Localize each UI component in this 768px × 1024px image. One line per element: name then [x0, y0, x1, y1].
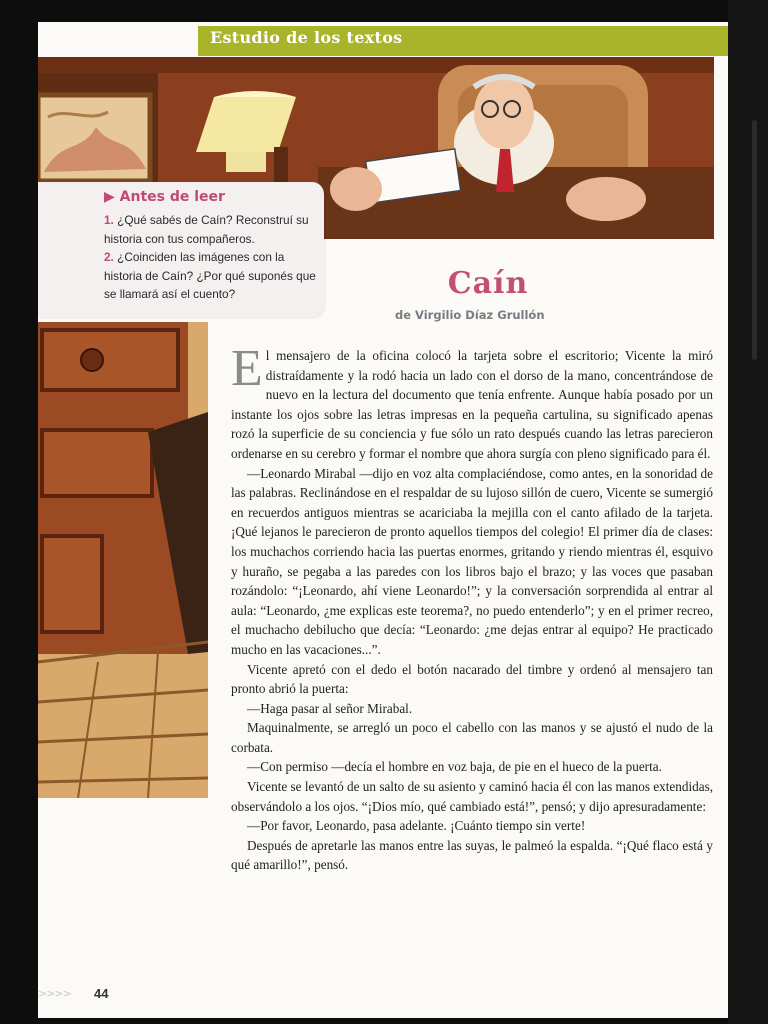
question-1: 1. ¿Qué sabés de Caín? Reconstruí su historia con tus compañeros. [104, 213, 309, 246]
triangle-icon: ▶ [104, 189, 115, 205]
section-title: Estudio de los textos [210, 28, 403, 47]
viewer-scrollbar[interactable] [728, 0, 768, 1024]
book-page [38, 22, 728, 1018]
scrollbar-thumb[interactable] [752, 120, 757, 360]
question-2: 2. ¿Coinciden las imágenes con la historia de Caín? ¿Por qué suponés que se llamará así el cuento? [104, 250, 316, 301]
drop-cap: E [231, 340, 263, 397]
paragraph: Maquinalmente, se arregló un poco el cabello con las manos y se ajustó el nudo de la corbata. [231, 720, 713, 755]
desk-floor-illustration [38, 322, 208, 798]
page-number: 44 [94, 986, 109, 1001]
story-title: Caín [447, 266, 529, 301]
antes-de-leer-title: ▶ Antes de leer [104, 189, 225, 205]
paragraph: —Leonardo Mirabal —dijo en voz alta complaciéndose, como antes, en la sonoridad de las palabras. Reclinándose en el respaldar de su lujoso sillón de cuero, Vicente se sumergió en recuerdos antiguos mientras se acariciaba la mejilla con el canto afilado de la tarjeta. ¡Qué lejanos le parecieron de pronto aquellos tiempos del colegio! El primer día de clases: los muchachos corriendo hacia las puertas enormes, gritando y riendo mientras él, esquivo y huraño, se pegaba a las paredes con los libros bajo el brazo; y las voces que pasaban rozándolo: “¡Leonardo, ahí viene Leonardo!”; y la conversación sorprendida al entrar al aula: “Leonardo, ¿me explicas este teorema?, no puedo entenderlo”; y en el primer recreo, el muchacho debilucho que decía: “Leonardo: ¿me dejas entrar al equipo? He practicado mucho en las vacaciones...”. [231, 465, 713, 657]
paragraph: —Por favor, Leonardo, pasa adelante. ¡Cuánto tiempo sin verte! [247, 818, 586, 834]
paragraph: Después de apretarle las manos entre las suyas, le palmeó la espalda. “¡Qué flaco está y qué amarillo!”, pensó. [231, 837, 713, 873]
paragraph: —Haga pasar al señor Mirabal. [247, 700, 413, 716]
paragraph: Vicente se levantó de un salto de su asiento y caminó hacia él con las manos extendidas, observándolo a los ojos. “¡Dios mío, qué cambiado está!”, pensó; y dijo apresuradamente: [231, 779, 713, 814]
story-text [231, 340, 713, 875]
paragraph: Vicente apretó con el dedo el botón nacarado del timbre y ordenó al mensajero tan pronto abrió la puerta: [231, 661, 713, 697]
story-author: de Virgilio Díaz Grullón [395, 308, 545, 322]
page-arrows: >>>> [38, 987, 71, 1000]
paragraph: —Con permiso —decía el hombre en voz baja, de pie en el hueco de la puerta. [247, 759, 662, 775]
paragraph: El mensajero de la oficina colocó la tarjeta sobre el escritorio; Vicente la miró distraídamente y la rodó hacia un lado con el dorso de la mano, concentrándose de nuevo en la lectura del documento que tenía enfrente. Aunque había posado por un instante los ojos sobre las letras impresas en la pequeña cartulina, su significado apenas rozó la superficie de su conciencia y fue sólo un rato después cuando las letras parecieron ordenarse en su cerebro y formar el nombre que ahora surgía con pleno significado para él. [231, 340, 713, 461]
